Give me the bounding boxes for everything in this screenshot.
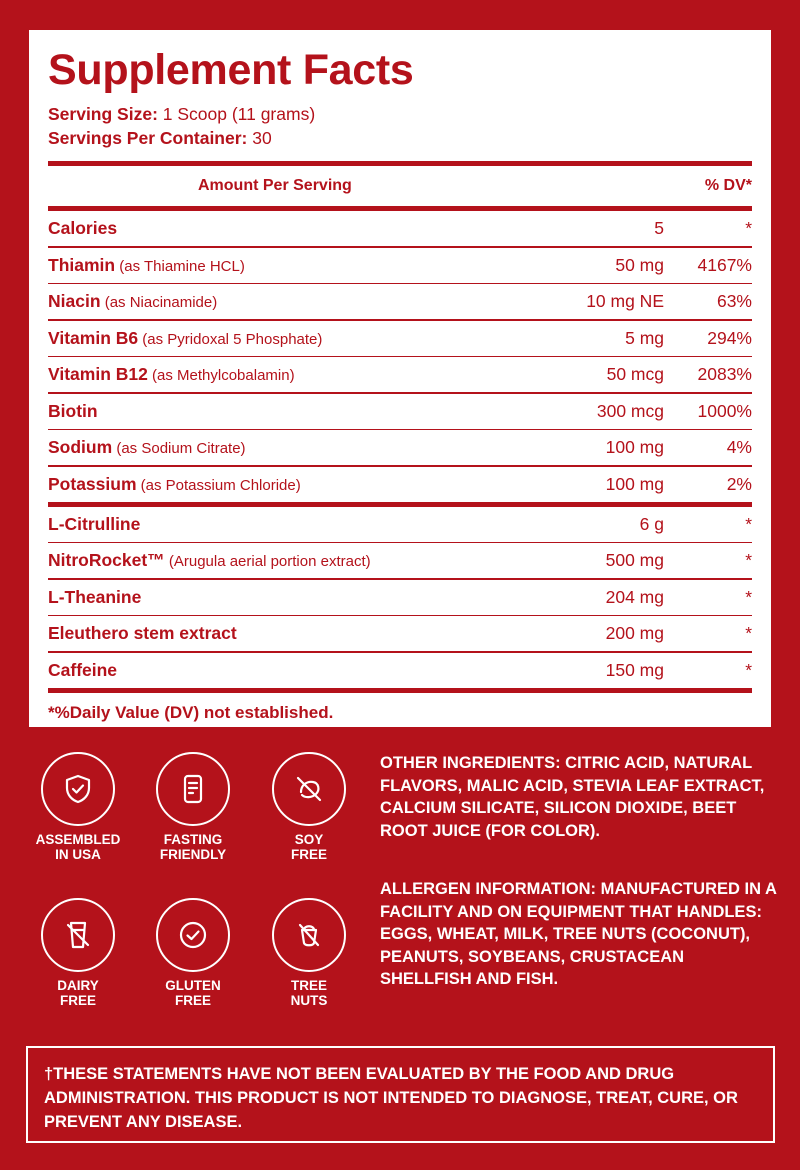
serving-size-value: 1 Scoop (11 grams) (157, 104, 316, 124)
badge-assembled-in-usa (23, 752, 133, 862)
nutrient-name (48, 291, 504, 312)
nutrient-dv: * (745, 586, 752, 607)
nutrient-label: Potassium (48, 473, 137, 494)
servings-label: Servings Per Container: (48, 128, 248, 148)
serving-size (48, 102, 752, 126)
nutrient-dv: * (745, 623, 752, 643)
nutrient-amount: 5 mg (625, 327, 664, 348)
milk-glass-crossed-icon (61, 918, 95, 952)
badge-label-line1: TREE (290, 978, 327, 993)
nutrient-row (48, 321, 752, 356)
nutrient-name (48, 437, 504, 458)
divider-thick (48, 688, 752, 693)
nutrient-label: Vitamin B12 (48, 364, 148, 384)
nutrient-row (48, 507, 752, 542)
nutrient-source: (as Niacinamide) (100, 294, 218, 311)
nutrient-label: Niacin (48, 291, 101, 311)
badge-tree-nuts (254, 898, 364, 1008)
header-dv: % DV* (704, 177, 752, 194)
badge-label-line2: FREE (59, 993, 96, 1008)
badge-label-line2: FREE (174, 993, 211, 1008)
nutrient-label: Sodium (48, 437, 113, 457)
allergen-information: ALLERGEN INFORMATION: MANUFACTURED IN A FACILITY AND ON EQUIPMENT THAT HANDLES: EGGS, WHEAT, MILK, TREE NUTS (COCONUT), PEANUTS, SOYBEANS, CRUSTACEAN SHELLFISH AND FISH. (380, 880, 777, 988)
nut-crossed-icon (292, 918, 326, 952)
servings-per-container (48, 126, 752, 150)
nutrient-amount: 50 mg (615, 254, 664, 275)
nutrient-name (48, 328, 504, 349)
badge-label-line2: FREE (290, 847, 327, 862)
badge-gluten-free (138, 898, 248, 1008)
nutrient-group-vitamins (48, 211, 752, 502)
nutrient-label: Thiamin (48, 254, 116, 275)
nutrient-row (48, 394, 752, 429)
nutrient-dv: * (745, 659, 752, 680)
nutrient-row (48, 430, 752, 465)
nutrient-amount: 200 mg (605, 623, 664, 643)
nutrient-dv: 63% (716, 291, 752, 311)
dv-footnote: *%Daily Value (DV) not established. (48, 702, 334, 722)
nutrient-name (48, 401, 504, 422)
nutrient-label: Biotin (48, 400, 98, 421)
nutrient-name (48, 364, 504, 385)
nutrient-source: (as Methylcobalamin) (147, 367, 295, 384)
badge-dairy-free (23, 898, 133, 1008)
nutrient-label: Calories (48, 218, 118, 238)
nutrient-row (48, 653, 752, 688)
nutrient-row (48, 284, 752, 319)
nutrient-dv: 2083% (697, 364, 752, 384)
serving-size-label: Serving Size: (48, 104, 158, 124)
nutrient-amount: 5 (654, 218, 664, 238)
nutrient-row (48, 357, 752, 392)
check-circle-icon (176, 918, 210, 952)
badge-label-line1: DAIRY (57, 978, 99, 993)
shield-check-icon (61, 772, 95, 806)
badge-label-line1: FASTING (163, 832, 223, 847)
nutrient-dv: 294% (707, 327, 752, 348)
nutrient-dv: * (745, 513, 752, 534)
nutrient-label: L-Theanine (48, 586, 142, 607)
nutrient-row (48, 616, 752, 651)
nutrient-amount: 10 mg NE (586, 291, 664, 311)
nutrient-amount: 50 mcg (606, 364, 664, 384)
nutrient-dv: * (745, 218, 752, 238)
nutrient-amount: 300 mcg (596, 400, 664, 421)
nutrient-name (48, 255, 504, 276)
badge-soy-free (254, 752, 364, 862)
other-ingredients: OTHER INGREDIENTS: CITRIC ACID, NATURAL FLAVORS, MALIC ACID, STEVIA LEAF EXTRACT, CALCIUM SILICATE, SILICON DIOXIDE, BEET ROOT JUICE (FOR COLOR). (380, 754, 765, 840)
nutrient-name (48, 218, 504, 239)
nutrient-source: (as Potassium Chloride) (136, 476, 301, 494)
nutrient-dv: 1000% (697, 400, 752, 421)
badge-label-line2: NUTS (290, 993, 328, 1008)
nutrient-dv: * (745, 550, 752, 570)
nutrient-name (48, 623, 504, 644)
nutrient-dv: 2% (726, 473, 752, 494)
nutrient-row (48, 211, 752, 246)
nutrient-name (48, 474, 504, 495)
nutrient-label: Vitamin B6 (48, 327, 139, 348)
nutrient-source: (as Sodium Citrate) (112, 440, 246, 457)
nutrient-source: (as Thiamine HCL) (115, 257, 245, 275)
document-icon (176, 772, 210, 806)
nutrient-group-actives (48, 507, 752, 688)
nutrient-label: Caffeine (48, 659, 118, 680)
nutrient-source: (Arugula aerial portion extract) (164, 553, 371, 570)
nutrient-amount: 100 mg (605, 473, 664, 494)
nutrient-name (48, 550, 504, 571)
header-amount: Amount Per Serving (198, 177, 352, 194)
nutrient-dv: 4% (726, 437, 752, 457)
nutrient-amount: 6 g (639, 513, 664, 534)
nutrient-row (48, 580, 752, 615)
nutrient-amount: 500 mg (605, 550, 664, 570)
table-header (48, 166, 752, 206)
facts-title: Supplement Facts (48, 46, 414, 94)
nutrient-row (48, 543, 752, 578)
nutrient-label: L-Citrulline (48, 513, 141, 534)
nutrient-row (48, 248, 752, 283)
soy-crossed-icon (292, 772, 326, 806)
badge-label-line1: SOY (294, 832, 324, 847)
supplement-facts-panel (29, 30, 771, 727)
fda-disclaimer: †THESE STATEMENTS HAVE NOT BEEN EVALUATED BY THE FOOD AND DRUG ADMINISTRATION. THIS PRODUCT IS NOT INTENDED TO DIAGNOSE, TREAT, CURE, OR PREVENT ANY DISEASE. (26, 1046, 775, 1143)
nutrient-label: Eleuthero stem extract (48, 623, 237, 643)
nutrient-source: (as Pyridoxal 5 Phosphate) (138, 330, 323, 348)
nutrient-amount: 150 mg (605, 659, 664, 680)
nutrient-amount: 100 mg (605, 437, 664, 457)
servings-value: 30 (247, 128, 272, 148)
nutrient-dv: 4167% (697, 254, 752, 275)
nutrient-name (48, 587, 504, 608)
badge-fasting-friendly (138, 752, 248, 862)
nutrient-name (48, 660, 504, 681)
badge-label-line2: IN USA (55, 847, 101, 862)
nutrient-row (48, 467, 752, 502)
badge-label-line2: FRIENDLY (159, 847, 227, 862)
nutrient-amount: 204 mg (605, 586, 664, 607)
badge-label-line1: GLUTEN (165, 978, 221, 993)
nutrient-label: NitroRocket™ (48, 550, 165, 570)
badge-label-line1: ASSEMBLED (35, 832, 121, 847)
nutrient-name (48, 514, 504, 535)
